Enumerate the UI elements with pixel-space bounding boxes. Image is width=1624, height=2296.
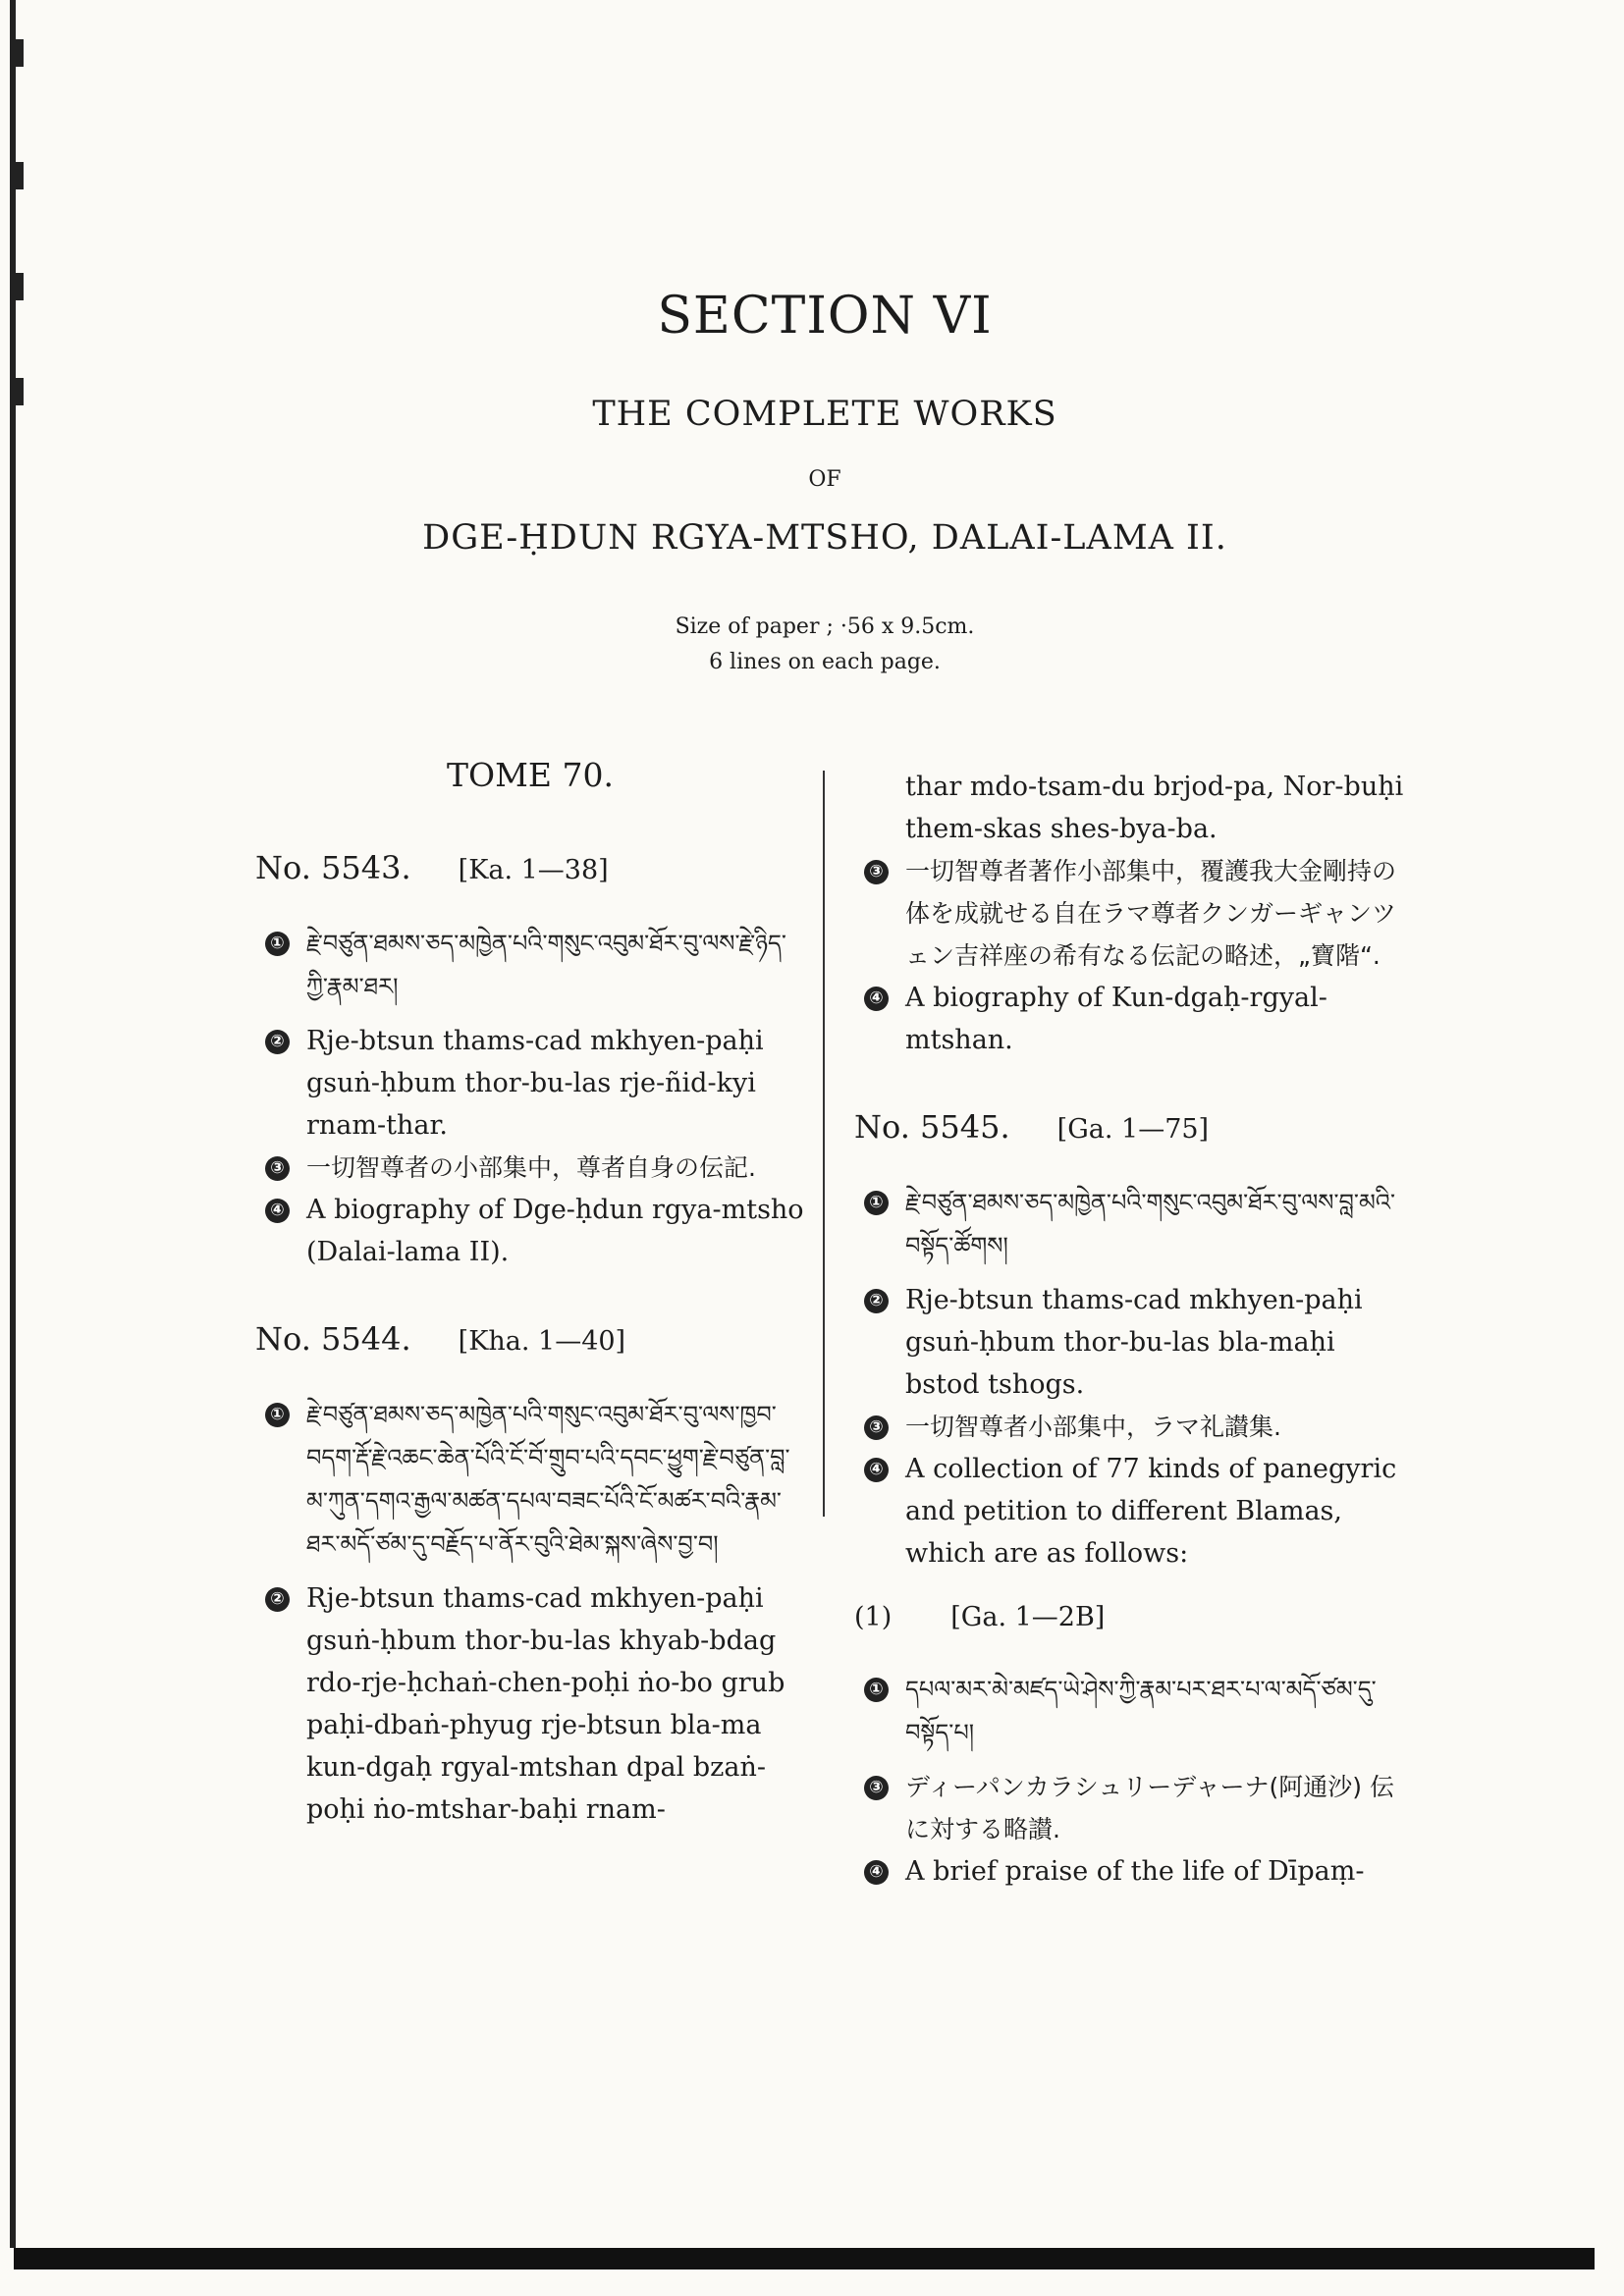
tibetan-title [255,922,805,1008]
marker-3-icon: ③ [864,860,889,884]
marker-4-icon: ④ [864,987,889,1011]
marker-1-icon: ① [265,932,290,956]
right-column [854,766,1404,1893]
marker-1-icon: ① [265,1403,290,1427]
border-mark [14,273,24,300]
tibetan-title [854,1668,1404,1754]
english-description [854,977,1404,1061]
marker-3-icon: ③ [265,1156,290,1181]
english-description [854,1850,1404,1893]
english-description [854,1448,1404,1575]
japanese-text: ディーパンカラシュリーデャーナ(阿通沙) 伝に対する略讃. [905,1773,1394,1843]
japanese-text: 一切智尊者小部集中，ラマ礼讃集. [905,1413,1281,1441]
tibetan-title [255,1393,805,1566]
translit-text: Rje-btsun thams-cad mkhyen-paḥi gsuṅ-ḥbum thor-bu-las bla-maḥi bstod tshogs. [905,1285,1363,1400]
tibetan-title [854,1181,1404,1267]
works-title: THE COMPLETE WORKS [592,395,1057,434]
entry-ref: [Ka. 1—38] [458,855,609,885]
entry-ref: [Ga. 1—75] [1056,1114,1210,1145]
marker-2-icon: ② [864,1289,889,1313]
entry-heading [255,849,805,886]
japanese-text: 一切智尊者著作小部集中，覆護我大金剛持の体を成就せる自在ラマ尊者クンガーギャンツェン吉祥座の希有なる伝記の略述，„寶階“. [905,857,1397,970]
translit-text: Rje-btsun thams-cad mkhyen-paḥi gsuṅ-ḥbum thor-bu-las rje-ñid-kyi rnam-thar. [306,1026,764,1141]
tibetan-text: དཔལ་མར་མེ་མཛད་ཡེ་ཤེས་ཀྱི་རྣམ་པར་ཐར་པ་ལ་མདོ་ཙམ་དུ་བསྟོད་པ། [905,1676,1377,1746]
english-description [255,1189,805,1273]
author-title: DGE-ḤDUN RGYA-MTSHO, DALAI-LAMA II. [422,518,1227,558]
entry-ref: [Kha. 1—40] [458,1326,626,1357]
entry-heading [854,1108,1404,1146]
page-bottom-border [14,2248,1595,2269]
left-column [255,756,805,1831]
marker-4-icon: ④ [864,1860,889,1885]
marker-1-icon: ① [864,1191,889,1215]
translit-text: Rje-btsun thams-cad mkhyen-paḥi gsuṅ-ḥbum thor-bu-las khyab-bdag rdo-rje-ḥchaṅ-chen-poḥi ṅo-bo grub paḥi-dbaṅ-phyug rje-btsun bla-ma kun-dgaḥ rgyal-mtshan dpal bzaṅ-poḥi ṅo-mtshar-baḥi rnam- [306,1583,785,1825]
marker-2-icon: ② [265,1030,290,1054]
transliteration [854,1279,1404,1406]
spacer [854,1061,1404,1108]
entry-number: No. 5543. [255,849,411,886]
border-mark [14,378,24,405]
page-left-border [10,0,16,2248]
paper-size-note: Size of paper ; ·56 x 9.5cm. [675,614,975,639]
marker-3-icon: ③ [864,1776,889,1800]
lines-per-page-note: 6 lines on each page. [709,650,941,674]
japanese-title [854,1406,1404,1448]
english-text: A brief praise of the life of Dīpaṃ- [905,1856,1365,1887]
spacer [854,1575,1404,1602]
japanese-title [854,1766,1404,1850]
entry-heading [255,1320,805,1358]
sub-entry-ref: [Ga. 1—2B] [950,1602,1106,1632]
english-text: A collection of 77 kinds of panegyric and petition to different Blamas, which are as follows: [905,1454,1397,1569]
of-label: OF [808,467,841,492]
continuation-text: thar mdo-tsam-du brjod-pa, Nor-buḥi them-skas shes-bya-ba. [905,772,1404,844]
japanese-title [255,1147,805,1189]
marker-3-icon: ③ [864,1415,889,1440]
english-text: A biography of Kun-dgaḥ-rgyal-mtshan. [905,983,1327,1055]
border-mark [14,162,24,189]
marker-4-icon: ④ [265,1199,290,1223]
japanese-title [854,850,1404,977]
tibetan-text: རྗེ་བཙུན་ཐམས་ཅད་མཁྱེན་པའི་གསུང་འབུམ་ཐོར་བུ་ལས་བླ་མའི་བསྟོད་ཚོགས། [905,1189,1395,1259]
sub-entry-heading [854,1602,1404,1632]
section-title: SECTION VI [657,287,993,346]
tibetan-text: རྗེ་བཙུན་ཐམས་ཅད་མཁྱེན་པའི་གསུང་འབུམ་ཐོར་བུ་ལས་ཁྱབ་བདག་རྡོ་རྗེ་འཆང་ཆེན་པོའི་ངོ་བོ་གྲུབ་པའི་དབང་ཕྱུག་རྗེ་བཙུན་བླ་མ་ཀུན་དགའ་རྒྱལ་མཚན་དཔལ་བཟང་པོའི་ངོ་མཚར་བའི་རྣམ་ཐར་མདོ་ཙམ་དུ་བརྗོད་པ་ནོར་བུའི་ཐེམ་སྐས་ཞེས་བྱ་བ། [306,1401,790,1558]
tome-title: TOME 70. [447,756,614,794]
japanese-text: 一切智尊者の小部集中，尊者自身の伝記. [306,1153,756,1182]
spacer [255,1273,805,1320]
marker-1-icon: ① [864,1678,889,1702]
border-mark [14,39,24,67]
tibetan-text: རྗེ་བཙུན་ཐམས་ཅད་མཁྱེན་པའི་གསུང་འབུམ་ཐོར་བུ་ལས་རྗེ་ཉིད་ཀྱི་རྣམ་ཐར། [306,930,786,1000]
transliteration [255,1020,805,1147]
transliteration [255,1577,805,1831]
entry-number: No. 5544. [255,1320,411,1358]
column-divider [823,771,825,1517]
marker-2-icon: ② [265,1587,290,1612]
marker-4-icon: ④ [864,1458,889,1482]
entry-number: No. 5545. [854,1108,1010,1146]
english-text: A biography of Dge-ḥdun rgya-mtsho (Dalai-lama II). [306,1195,804,1267]
sub-entry-number: (1) [854,1602,893,1632]
